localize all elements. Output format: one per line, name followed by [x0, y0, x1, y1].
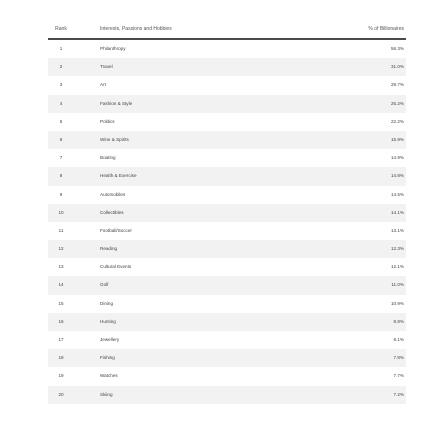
table-row — [48, 313, 406, 331]
table-row — [48, 204, 406, 222]
interest-cell: Boating — [100, 155, 116, 161]
interest-cell: Skiing — [100, 391, 113, 397]
table-row — [48, 113, 406, 131]
rank-cell: 10 — [58, 209, 64, 215]
pct-cell: 14.1% — [390, 209, 404, 215]
rank-cell: 20 — [58, 391, 64, 397]
interest-cell: Health & Exercise — [100, 173, 137, 179]
rank-cell: 7 — [59, 155, 63, 161]
pct-cell: 56.3% — [390, 46, 404, 51]
pct-cell: 7.7% — [393, 373, 404, 379]
interest-cell: Jewellery — [100, 337, 120, 342]
rank-cell: 2 — [59, 64, 63, 70]
pct-cell: 14.5% — [390, 191, 404, 197]
header-pct: % of Billionaires — [368, 26, 404, 32]
table-row — [48, 40, 406, 58]
interest-cell: Automobiles — [100, 191, 126, 197]
rank-cell: 16 — [58, 318, 64, 324]
pct-cell: 14.8% — [390, 173, 404, 179]
interest-cell: Watches — [100, 373, 118, 379]
table-body — [48, 40, 406, 404]
pct-cell: 8.1% — [393, 337, 404, 342]
pct-cell: 11.0% — [391, 282, 404, 288]
interest-cell: Football/Soccer — [100, 227, 132, 233]
interest-cell: Collectibles — [100, 209, 124, 215]
pct-cell: 12.3% — [390, 246, 404, 252]
table-row — [48, 58, 406, 76]
table-row — [48, 240, 406, 258]
pct-cell: 25.2% — [390, 100, 404, 106]
interest-cell: Golf — [100, 282, 109, 288]
rank-cell: 5 — [59, 118, 63, 124]
rank-cell: 14 — [58, 282, 64, 288]
interest-cell: Politics — [100, 118, 115, 124]
pct-cell: 15.9% — [390, 136, 404, 142]
interest-cell: Hunting — [100, 318, 116, 324]
pct-cell: 31.0% — [390, 64, 404, 70]
rank-cell: 18 — [58, 355, 64, 361]
table-row — [48, 367, 406, 385]
pct-cell: 14.9% — [390, 155, 404, 161]
header-interest: Interests, Passions and Hobbies — [100, 26, 172, 32]
rank-cell: 11 — [58, 227, 64, 233]
rank-cell: 19 — [58, 373, 64, 379]
rank-cell: 1 — [59, 46, 63, 51]
interest-cell: Art — [100, 82, 106, 88]
table-row — [48, 149, 406, 167]
pct-cell: 8.8% — [393, 318, 404, 324]
table-header — [48, 22, 406, 40]
table-row — [48, 186, 406, 204]
pct-cell: 10.9% — [390, 300, 404, 306]
table-row — [48, 222, 406, 240]
interest-cell: Cultural Events — [100, 264, 132, 270]
interest-cell: Fashion & Style — [100, 100, 133, 106]
table-row — [48, 131, 406, 149]
table-row — [48, 295, 406, 313]
table-row — [48, 331, 406, 349]
table-row — [48, 95, 406, 113]
pct-cell: 28.7% — [390, 82, 404, 88]
table-row — [48, 276, 406, 294]
table-row — [48, 167, 406, 185]
rank-cell: 6 — [59, 136, 63, 142]
interest-cell: Travel — [100, 64, 113, 70]
rank-cell: 9 — [59, 191, 63, 197]
interest-cell: Philanthropy — [100, 46, 126, 51]
pct-cell: 7.2% — [393, 391, 404, 397]
pct-cell: 13.1% — [390, 227, 404, 233]
rank-cell: 12 — [58, 246, 64, 252]
rank-cell: 3 — [59, 82, 63, 88]
interest-cell: Fishing — [100, 355, 115, 361]
interest-cell: Wine & Spirits — [100, 136, 129, 142]
interest-cell: Dining — [100, 300, 114, 306]
table-row — [48, 386, 406, 404]
rank-cell: 15 — [58, 300, 64, 306]
pct-cell: 12.1% — [390, 264, 404, 270]
rank-cell: 17 — [58, 337, 64, 342]
billionaire-interests-table — [48, 22, 406, 404]
interest-cell: Reading — [100, 246, 118, 252]
rank-cell: 13 — [58, 264, 64, 270]
table-row — [48, 349, 406, 367]
rank-cell: 8 — [59, 173, 63, 179]
pct-cell: 7.8% — [393, 355, 404, 361]
table-row — [48, 258, 406, 276]
rank-cell: 4 — [59, 100, 63, 106]
table-row — [48, 76, 406, 94]
pct-cell: 22.2% — [390, 118, 404, 124]
header-rank: Rank — [55, 26, 67, 32]
